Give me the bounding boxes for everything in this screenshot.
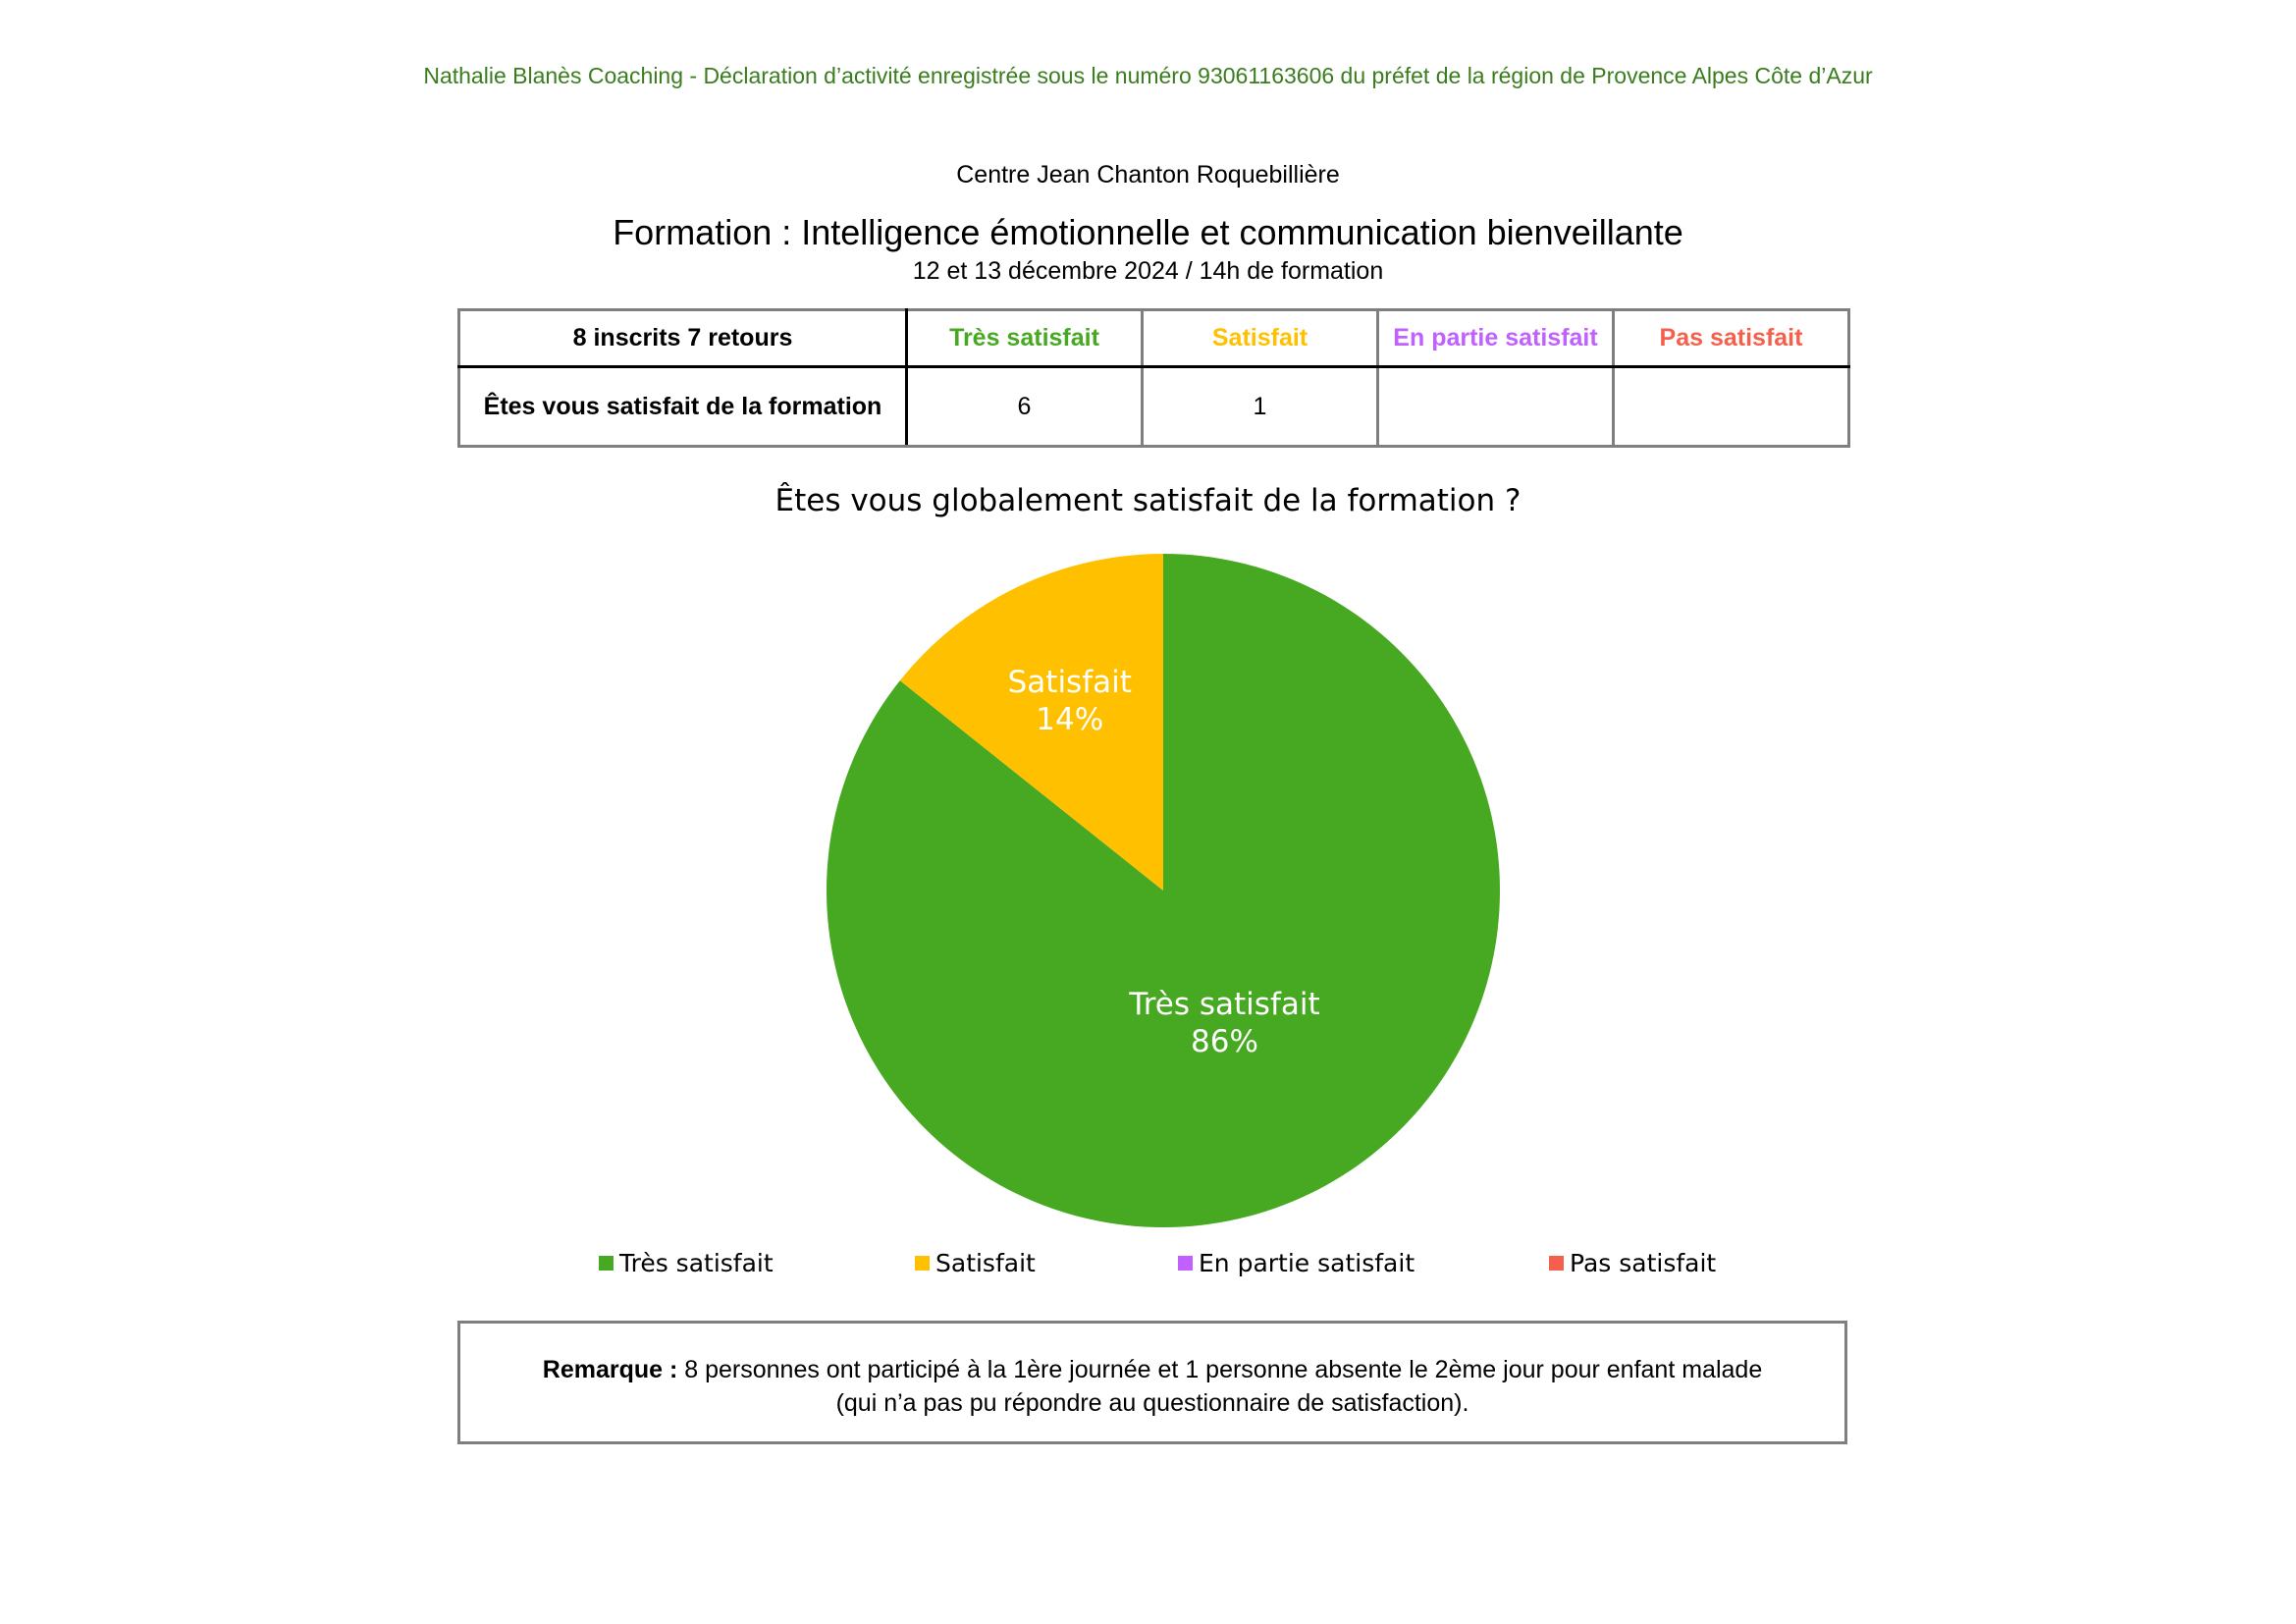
pie-chart xyxy=(820,540,1507,1227)
training-dates: 12 et 13 décembre 2024 / 14h de formation xyxy=(912,257,1384,285)
value-pas-satisfait xyxy=(1614,367,1849,447)
value-tres-satisfait: 6 xyxy=(907,367,1143,447)
column-header-tres-satisfait: Très satisfait xyxy=(907,310,1143,367)
value-satisfait: 1 xyxy=(1143,367,1378,447)
column-header-satisfait: Satisfait xyxy=(1143,310,1378,367)
remark-text-line2: (qui n’a pas pu répondre au questionnaire de satisfaction). xyxy=(835,1389,1469,1417)
column-header-en-partie-satisfait: En partie satisfait xyxy=(1378,310,1614,367)
column-header-pas-satisfait: Pas satisfait xyxy=(1614,310,1849,367)
table-header-row xyxy=(459,310,1849,367)
legend-label-satisfait: Satisfait xyxy=(935,1249,1036,1277)
venue-name: Centre Jean Chanton Roquebillière xyxy=(956,161,1340,189)
legend-item-en-partie-satisfait xyxy=(1178,1249,1415,1277)
organization-declaration-line: Nathalie Blanès Coaching - Déclaration d’activité enregistrée sous le numéro 93061163606 du préfet de la région de Provence Alpes Côte d’Azur xyxy=(423,63,1873,88)
legend-label-en-partie-satisfait: En partie satisfait xyxy=(1199,1249,1415,1277)
chart-title: Êtes vous globalement satisfait de la formation ? xyxy=(774,483,1522,518)
remark-label: Remarque : xyxy=(542,1356,678,1383)
legend-label-pas-satisfait: Pas satisfait xyxy=(1570,1249,1717,1277)
legend-swatch-tres-satisfait xyxy=(599,1256,614,1271)
legend-item-satisfait xyxy=(915,1249,1036,1277)
remark-box xyxy=(457,1321,1847,1444)
table-corner-cell: 8 inscrits 7 retours xyxy=(459,310,907,367)
legend-item-pas-satisfait xyxy=(1549,1249,1716,1277)
pie-label-tres-satisfait: Très satisfait xyxy=(1129,986,1320,1022)
legend-swatch-pas-satisfait xyxy=(1549,1256,1564,1271)
satisfaction-table xyxy=(457,308,1850,448)
legend-label-tres-satisfait: Très satisfait xyxy=(619,1249,774,1277)
legend-item-tres-satisfait xyxy=(599,1249,774,1277)
legend-swatch-en-partie-satisfait xyxy=(1178,1256,1193,1271)
pie-label-satisfait: Satisfait xyxy=(1007,665,1132,701)
row-label: Êtes vous satisfait de la formation xyxy=(459,367,907,447)
value-en-partie-satisfait xyxy=(1378,367,1614,447)
pie-percent-satisfait: 14% xyxy=(1036,702,1104,738)
training-title: Formation : Intelligence émotionnelle et communication bienveillante xyxy=(613,212,1683,252)
pie-percent-tres-satisfait: 86% xyxy=(1191,1023,1258,1059)
legend-swatch-satisfait xyxy=(915,1256,930,1271)
chart-legend xyxy=(599,1249,1777,1284)
remark-text-line1: 8 personnes ont participé à la 1ère journée et 1 personne absente le 2ème jour pour enfant malade xyxy=(677,1356,1763,1383)
table-row xyxy=(459,367,1849,447)
